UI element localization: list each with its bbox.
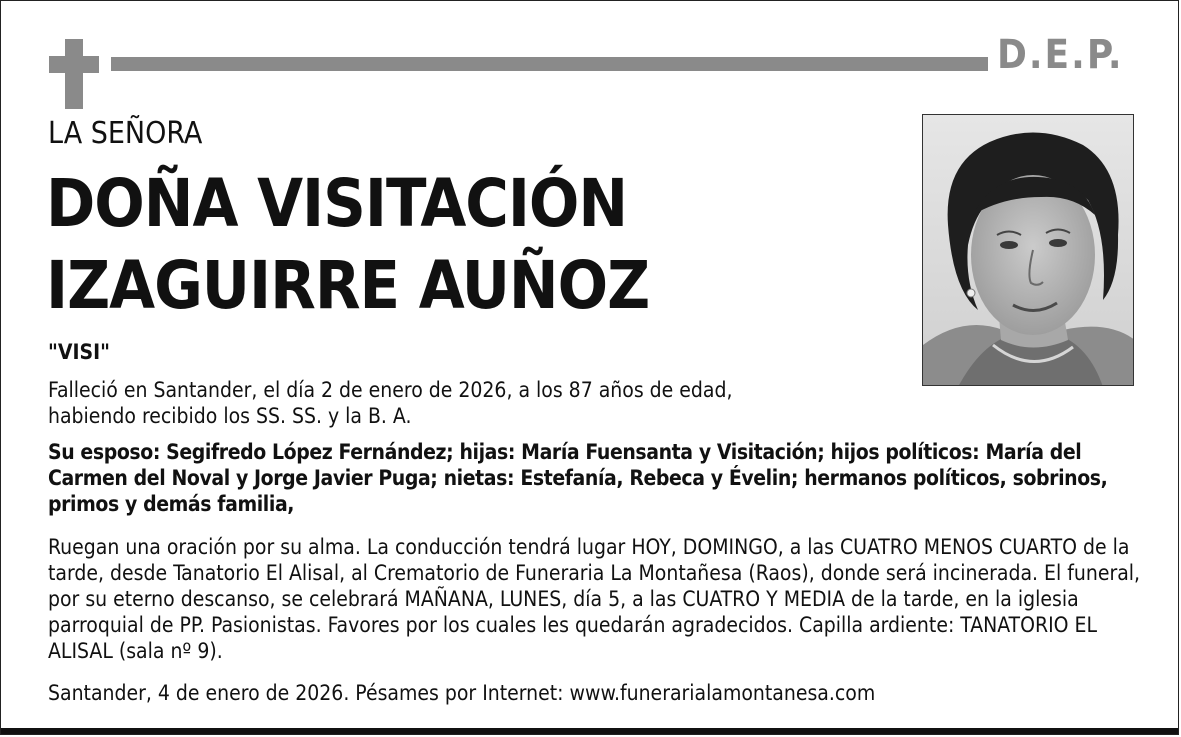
intro-label: LA SEÑORA [48,116,203,151]
header-rule [111,57,988,71]
death-info-paragraph: Falleció en Santander, el día 2 de enero de 2026, a los 87 años de edad, habiendo recibido los SS. SS. y la B. A. [48,378,733,428]
deceased-photo [922,114,1134,386]
ceremony-paragraph: Ruegan una oración por su alma. La conducción tendrá lugar HOY, DOMINGO, a las CUATRO MENOS CUARTO de la tarde, desde Tanatorio El Alisal, al Crematorio de Funeraria La Montañesa (Raos), donde será incinerada. El funeral, por su eterno descanso, se celebrará MAÑANA, LUNES, día 5, a las CUATRO Y MEDIA de la tarde, en la iglesia parroquial de PP. Pasionistas. Favores por los cuales les quedarán agradecidos. Capilla ardiente: TANATORIO EL ALISAL (sala nº 9). [48,535,1141,663]
deceased-nickname: "VISI" [48,340,110,364]
dep-label: D.E.P. [997,32,1124,78]
footer-paragraph: Santander, 4 de enero de 2026. Pésames por Internet: www.funerarialamontanesa.com [48,681,876,705]
family-paragraph: Su esposo: Segifredo López Fernández; hijas: María Fuensanta y Visitación; hijos políticos: María del Carmen del Noval y Jorge Javier Puga; nietas: Estefanía, Rebeca y Évelin; hermanos políticos, sobrinos, primos y demás familia, [48,440,1108,516]
deceased-name-line-2: IZAGUIRRE AUÑOZ [46,247,650,324]
cross-icon [49,39,99,109]
bottom-rule [1,728,1178,734]
deceased-name-line-1: DOÑA VISITACIÓN [46,165,628,242]
